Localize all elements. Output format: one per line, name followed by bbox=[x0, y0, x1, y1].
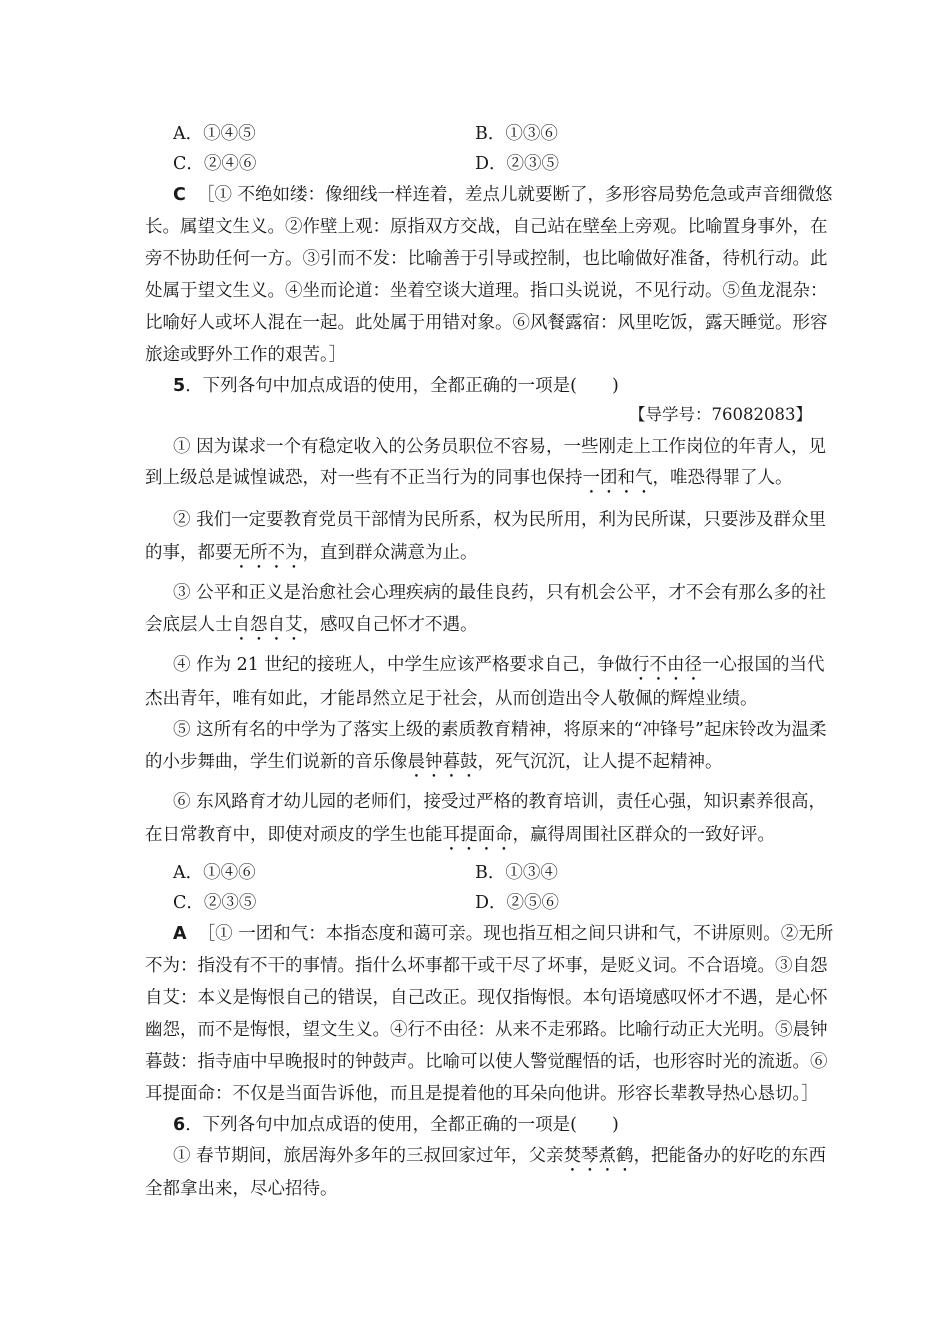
q5-explanation-line: 不为：指没有不干的事情。指什么坏事都干或干尽了坏事，是贬义词。不合语境。③自怨 bbox=[145, 956, 828, 976]
q5-explanation-line bbox=[173, 921, 833, 947]
q4-explanation-line: 旅途或野外工作的艰苦。］ bbox=[145, 345, 347, 365]
guide-number: 【导学号：76082083】 bbox=[629, 405, 812, 424]
q4-explanation-line: 长。属望文生义。②作壁上观：原指双方交战，自己站在壁垒上旁观。比喻置身事外，在 bbox=[145, 217, 828, 237]
text-span: ，直到群众满意为止。 bbox=[302, 543, 478, 563]
q5-sentence-6: ⑥ 东风路育才幼儿园的老师们，接受过严格的教育培训，责任心强，知识素养很高， bbox=[173, 792, 827, 812]
q4-answer-letter: C bbox=[173, 185, 186, 205]
dotted-idiom: 耳提面命 bbox=[442, 825, 513, 845]
q6-number: 6 bbox=[173, 1115, 186, 1135]
text-span: 的事，都要 bbox=[145, 543, 233, 563]
dotted-idiom: 焚琴煮鹤 bbox=[563, 1146, 634, 1166]
q5-sentence-4 bbox=[173, 652, 824, 685]
text-span: ④ 作为 21 世纪的接班人，中学生应该严格要求自己，争做 bbox=[173, 655, 632, 675]
dotted-idiom: 自怨自艾 bbox=[232, 615, 303, 635]
q5-sentence-3: ③ 公平和正义是治愈社会心理疾病的最佳良药，只有机会公平，才不会有那么多的社 bbox=[173, 583, 827, 603]
q5-sentence-4-cont: 杰出青年，唯有如此，才能昂然立足于社会，从而创造出令人敬佩的辉煌业绩。 bbox=[145, 689, 758, 709]
q6-sentence-1 bbox=[173, 1143, 826, 1176]
q4-explanation-line: 比喻好人或坏人混在一起。此处属于用错对象。⑥风餐露宿：风里吃饭，露天睡觉。形容 bbox=[145, 313, 828, 333]
q4-explanation-line bbox=[173, 182, 833, 208]
q5-option-b: B．①③④ bbox=[475, 863, 558, 883]
q6-stem-text: ．下列各句中加点成语的使用，全都正确的一项是( ) bbox=[185, 1115, 619, 1135]
q4-explanation-text: ［① 不绝如缕：像细线一样连着，差点儿就要断了，多形容局势危急或声音细微悠 bbox=[196, 185, 833, 205]
text-span: ① 春节期间，旅居海外多年的三叔回家过年，父亲 bbox=[173, 1146, 564, 1166]
q4-explanation-line: 旁不协助任何一方。③引而不发：比喻善于引导或控制，也比喻做好准备，待机行动。此 bbox=[145, 249, 828, 269]
q4-option-a: A．①④⑤ bbox=[173, 124, 256, 144]
q5-sentence-1-cont bbox=[145, 465, 793, 498]
q5-sentence-2-cont bbox=[145, 540, 478, 573]
dotted-idiom: 无所不为 bbox=[232, 543, 303, 563]
q5-explanation-line: 暮鼓：指寺庙中早晚报时的钟鼓声。比喻可以使人警觉醒悟的话，也形容时光的流逝。⑥ bbox=[145, 1052, 828, 1072]
q5-option-a: A．①④⑥ bbox=[173, 863, 256, 883]
q5-explanation-text: ［① 一团和气：本指态度和蔼可亲。现也指互相之间只讲和气，不讲原则。②无所 bbox=[197, 924, 834, 944]
q5-stem bbox=[173, 373, 619, 399]
q4-option-c: C．②④⑥ bbox=[173, 154, 257, 174]
q5-sentence-6-cont bbox=[145, 822, 775, 855]
q5-option-c: C．②③⑤ bbox=[173, 893, 257, 913]
q5-explanation-line: 耳提面命：不仅是当面告诉他，而且是提着他的耳朵向他讲。形容长辈教导热心恳切。］ bbox=[145, 1084, 819, 1104]
q4-option-d: D．②③⑤ bbox=[475, 154, 560, 174]
dotted-idiom: 一团和气 bbox=[582, 468, 653, 488]
dotted-idiom: 行不由径 bbox=[631, 655, 702, 675]
q4-option-b: B．①③⑥ bbox=[475, 124, 558, 144]
text-span: ，感叹自己怀才不遇。 bbox=[302, 615, 478, 635]
text-span: ，唯恐得罪了人。 bbox=[652, 468, 793, 488]
q5-sentence-1: ① 因为谋求一个有稳定收入的公务员职位不容易，一些刚走上工作岗位的年青人，见 bbox=[173, 437, 827, 457]
q5-stem-text: ．下列各句中加点成语的使用，全都正确的一项是( ) bbox=[185, 376, 619, 396]
q5-number: 5 bbox=[173, 376, 186, 396]
text-span: 一心报国的当代 bbox=[701, 655, 825, 675]
q5-sentence-5: ⑤ 这所有名的中学为了落实上级的素质教育精神，将原来的“冲锋号”起床铃改为温柔 bbox=[173, 720, 827, 740]
q6-stem bbox=[173, 1112, 619, 1138]
text-span: ，把能备办的好吃的东西 bbox=[633, 1146, 827, 1166]
text-span: ，赢得周围社区群众的一致好评。 bbox=[512, 825, 775, 845]
text-span: 的小步舞曲，学生们说新的音乐像 bbox=[145, 752, 408, 772]
text-span: 会底层人士 bbox=[145, 615, 233, 635]
q5-option-d: D．②⑤⑥ bbox=[475, 893, 560, 913]
q5-sentence-2: ② 我们一定要教育党员干部情为民所系，权为民所用，利为民所谋，只要涉及群众里 bbox=[173, 510, 827, 530]
q5-explanation-line: 自艾：本义是悔恨自己的错误，自己改正。现仅指悔恨。本句语境感叹怀才不遇，是心怀 bbox=[145, 988, 828, 1008]
q5-sentence-3-cont bbox=[145, 612, 478, 645]
q4-explanation-line: 处属于望文生义。④坐而论道：坐着空谈大道理。指口头说说，不见行动。⑤鱼龙混杂： bbox=[145, 281, 828, 301]
text-span: 在日常教育中，即使对顽皮的学生也能 bbox=[145, 825, 443, 845]
q5-answer-letter: A bbox=[173, 924, 187, 944]
text-span: ，死气沉沉，让人提不起精神。 bbox=[477, 752, 723, 772]
q6-sentence-1-cont: 全都拿出来，尽心招待。 bbox=[145, 1179, 338, 1199]
q5-sentence-5-cont bbox=[145, 749, 723, 782]
text-span: 到上级总是诚惶诚恐，对一些有不正当行为的同事也保持 bbox=[145, 468, 583, 488]
q5-explanation-line: 幽怨，而不是悔恨，望文生义。④行不由径：从来不走邪路。比喻行动正大光明。⑤晨钟 bbox=[145, 1020, 828, 1040]
dotted-idiom: 晨钟暮鼓 bbox=[407, 752, 478, 772]
